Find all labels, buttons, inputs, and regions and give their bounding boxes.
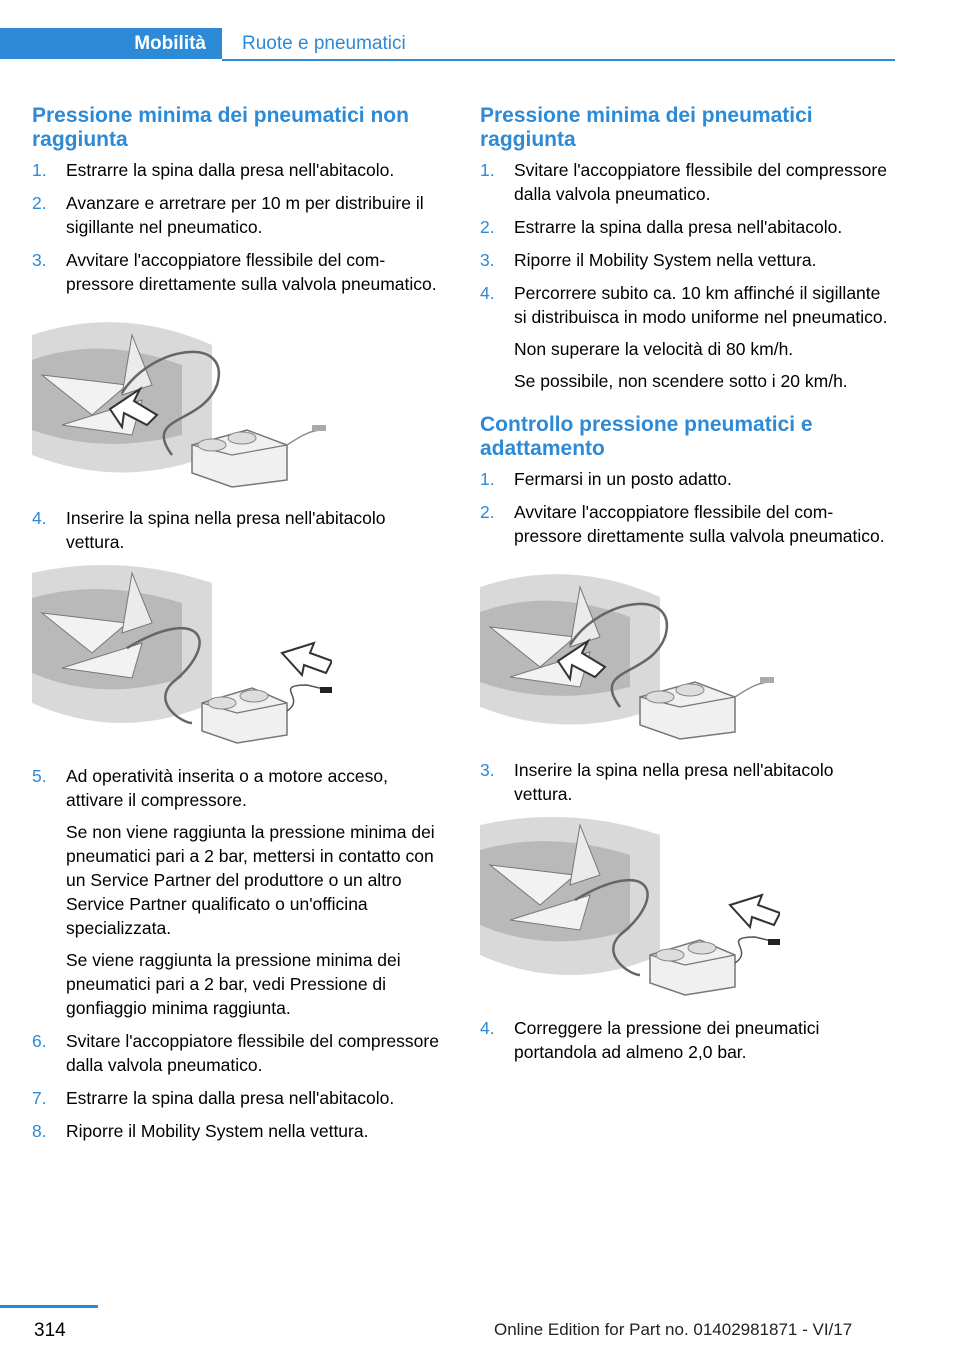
steps-list-right <box>480 158 895 393</box>
step-number: 4. <box>32 508 47 528</box>
step-number: 2. <box>32 193 47 213</box>
list-item <box>480 281 895 393</box>
steps-list-right-2 <box>480 467 895 548</box>
step-note: Se non viene raggiunta la pressione minima dei pneumatici pari a 2 bar, mettersi in contatto con un Service Partner del produttore o un altro Service Partner qualificato o un'officina specializzata. <box>66 822 435 938</box>
list-item <box>480 215 895 239</box>
steps-list-left-2 <box>32 506 447 554</box>
step-text: Svitare l'accoppiatore flessibile del compressore dalla valvola pneumatico. <box>514 160 887 204</box>
step-text: Inserire la spina nella presa nell'abitacolo vettura. <box>514 760 834 804</box>
step-number: 4. <box>480 1018 495 1038</box>
section-heading-minimum-reached: Pressione minima dei pneumatici raggiunta <box>480 104 813 151</box>
steps-list-left-3 <box>32 764 447 1143</box>
list-item <box>480 500 895 548</box>
step-number: 1. <box>480 160 495 180</box>
right-column <box>480 104 895 1073</box>
step-text: Percorrere subito ca. 10 km affinché il sigillante si distribuisca in modo uniforme nel pneumatico. <box>514 283 888 327</box>
compressor-plug-figure <box>480 815 780 1000</box>
step-number: 5. <box>32 766 47 786</box>
step-text: Correggere la pressione dei pneumatici portandola ad almeno 2,0 bar. <box>514 1018 820 1062</box>
list-item <box>480 158 895 206</box>
step-number: 4. <box>480 283 495 303</box>
compressor-valve-figure <box>480 557 780 742</box>
step-note: Se possibile, non scendere sotto i 20 km/h. <box>514 371 848 391</box>
step-number: 8. <box>32 1121 47 1141</box>
list-item <box>32 1119 447 1143</box>
list-item <box>32 1086 447 1110</box>
edition-footer: Online Edition for Part no. 01402981871 - VI/17 <box>494 1320 853 1339</box>
compressor-plug-figure <box>32 563 332 748</box>
step-text: Riporre il Mobility System nella vettura. <box>514 250 817 270</box>
step-number: 2. <box>480 502 495 522</box>
step-number: 3. <box>32 250 47 270</box>
list-item <box>480 248 895 272</box>
step-number: 6. <box>32 1031 47 1051</box>
list-item <box>32 1029 447 1077</box>
section-heading-minimum-not-reached: Pressione minima dei pneumatici non raggiunta <box>32 104 409 151</box>
tab-mobilita[interactable]: Mobilità <box>0 28 222 59</box>
step-text: Avanzare e arretrare per 10 m per distribuire il sigillante nel pneumatico. <box>66 193 424 237</box>
header-divider <box>222 59 895 61</box>
page-number: 314 <box>34 1320 66 1341</box>
step-text: Inserire la spina nella presa nell'abitacolo vettura. <box>66 508 386 552</box>
step-text: Fermarsi in un posto adatto. <box>514 469 732 489</box>
page-number-rule <box>0 1305 98 1308</box>
step-text: Svitare l'accoppiatore flessibile del compressore dalla valvola pneumatico. <box>66 1031 439 1075</box>
list-item <box>32 191 447 239</box>
section-heading-pressure-check: Controllo pressione pneumatici e adattamento <box>480 413 813 460</box>
list-item <box>480 467 895 491</box>
steps-list-right-4 <box>480 1016 895 1064</box>
step-number: 7. <box>32 1088 47 1108</box>
step-text: Avvitare l'accoppiatore flessibile del compressore direttamente sulla valvola pneumatico. <box>66 250 437 294</box>
step-number: 1. <box>480 469 495 489</box>
step-note: Non superare la velocità di 80 km/h. <box>514 339 794 359</box>
step-number: 2. <box>480 217 495 237</box>
step-text: Riporre il Mobility System nella vettura. <box>66 1121 369 1141</box>
list-item <box>480 758 895 806</box>
list-item <box>32 764 447 1020</box>
list-item <box>32 158 447 182</box>
tab-ruote-e-pneumatici[interactable]: Ruote e pneumatici <box>242 32 406 54</box>
step-text: Ad operatività inserita o a motore acceso, attivare il compressore. <box>66 766 388 810</box>
step-number: 1. <box>32 160 47 180</box>
header-tabbar <box>0 28 895 62</box>
list-item <box>32 248 447 296</box>
steps-list-right-3 <box>480 758 895 806</box>
list-item <box>480 1016 895 1064</box>
steps-list-left <box>32 158 447 296</box>
left-column <box>32 104 447 1152</box>
step-note: Se viene raggiunta la pressione minima dei pneumatici pari a 2 bar, vedi Pressione di gonfiaggio minima raggiunta. <box>66 950 401 1018</box>
list-item <box>32 506 447 554</box>
step-text: Estrarre la spina dalla presa nell'abitacolo. <box>514 217 843 237</box>
step-text: Avvitare l'accoppiatore flessibile del compressore direttamente sulla valvola pneumatico. <box>514 502 885 546</box>
step-text: Estrarre la spina dalla presa nell'abitacolo. <box>66 1088 395 1108</box>
compressor-valve-figure <box>32 305 332 490</box>
step-number: 3. <box>480 250 495 270</box>
step-text: Estrarre la spina dalla presa nell'abitacolo. <box>66 160 395 180</box>
step-number: 3. <box>480 760 495 780</box>
